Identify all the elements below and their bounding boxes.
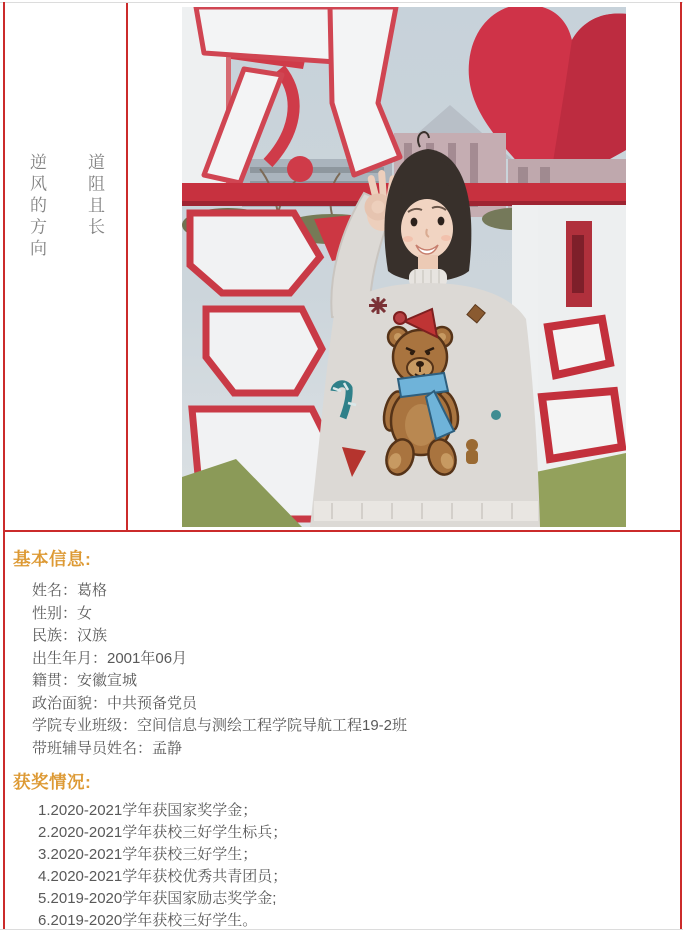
character-sculpture-left <box>182 7 400 187</box>
award-item: 5.2019-2020学年获国家励志奖学金; <box>38 890 277 907</box>
vertical-motto <box>5 0 126 530</box>
basic-info-list <box>32 580 670 760</box>
basic-info-item: 性别：女 <box>32 604 93 622</box>
basic-info-item: 姓名：葛格 <box>32 582 108 599</box>
award-item: 6.2019-2020学年获校三好学生。 <box>38 912 258 929</box>
basic-info-item: 民族：汉族 <box>32 627 108 644</box>
snowflake-motif <box>369 297 387 314</box>
basic-info-item: 政治面貌：中共预备党员 <box>32 694 198 712</box>
basic-info-item: 学院专业班级：空间信息与测绘工程学院导航工程19-2班 <box>32 717 408 734</box>
right-frame-line <box>680 2 682 930</box>
basic-info-item: 出生年月：2001年06月 <box>32 649 188 667</box>
basic-info-item: 带班辅导员姓名：孟静 <box>32 739 183 757</box>
student-photo <box>182 7 626 527</box>
award-item: 3.2020-2021学年获校三好学生； <box>38 846 258 863</box>
awards-heading: 获奖情况: <box>13 772 92 792</box>
award-item: 2.2020-2021学年获校三好学生标兵； <box>38 824 288 841</box>
teddy-bear-motif <box>380 309 461 478</box>
basic-info-heading: 基本信息: <box>13 549 92 569</box>
profile-text-section <box>5 532 680 929</box>
award-item: 4.2020-2021学年获校优秀共青团员； <box>38 868 288 885</box>
basic-info-item: 籍贯：安徽宣城 <box>32 672 138 689</box>
photo-cell <box>128 0 680 530</box>
award-item: 1.2020-2021学年获国家奖学金； <box>38 802 258 819</box>
awards-list <box>38 800 670 932</box>
motto-column-left: 逆风的方向 <box>27 153 46 261</box>
gingerbread-motif <box>466 439 478 464</box>
motto-column-right: 道阻且长 <box>85 153 104 239</box>
